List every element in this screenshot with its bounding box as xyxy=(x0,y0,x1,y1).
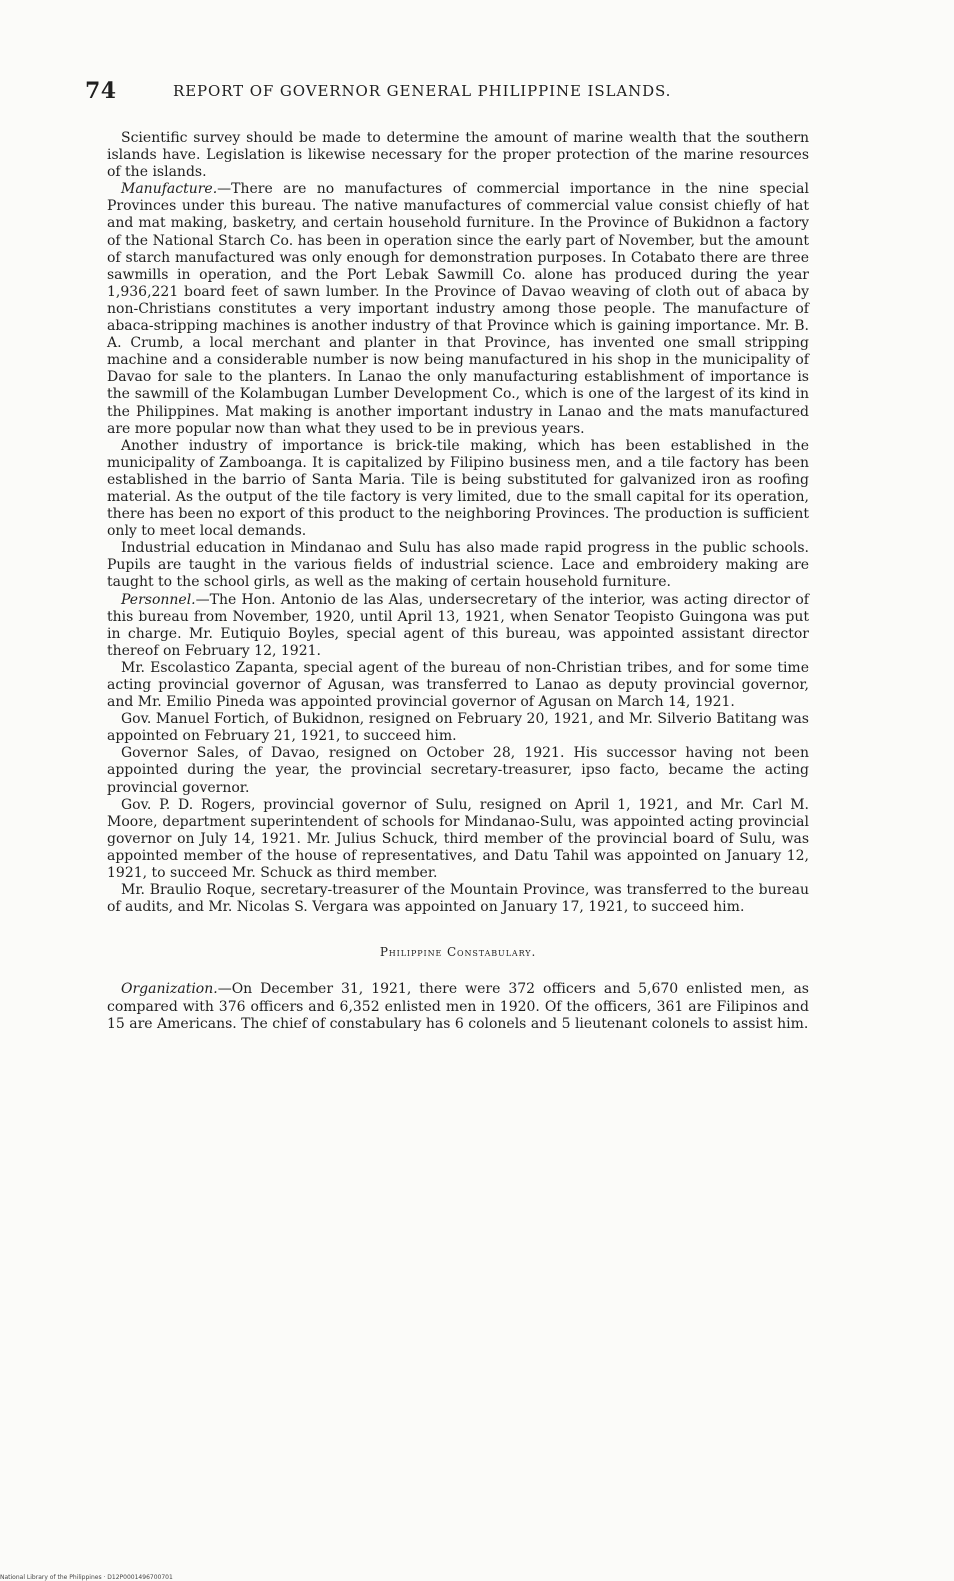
section-heading: Philippine Constabulary. xyxy=(379,945,537,960)
paragraph xyxy=(107,540,809,591)
paragraph-text: Gov. Manuel Fortich, of Bukidnon, resigned on February 20, 1921, and Mr. Silverio Batitang was appointed on February 21, 1921, to succeed him. xyxy=(107,711,809,745)
paragraph-text: Industrial education in Mindanao and Sulu has also made rapid progress in the public schools. Pupils are taught in the various fields of industrial science. Lace and embroidery making are taught to the school girls, as well as the making of certain household furniture. xyxy=(107,540,809,591)
paragraph-text: —On December 31, 1921, there were 372 officers and 5,670 enlisted men, as compared with 376 officers and 6,352 enlisted men in 1920. Of the officers, 361 are Filipinos and 15 are Americans. The chief of constabulary has 6 colonels and 5 lieutenant colonels to assist him. xyxy=(107,981,809,1032)
paragraph-text: Mr. Braulio Roque, secretary-treasurer of the Mountain Province, was transferred to the bureau of audits, and Mr. Nicolas S. Vergara was appointed on January 17, 1921, to succeed him. xyxy=(107,882,809,916)
page-number: 74 xyxy=(85,78,117,104)
paragraph-text: Scientific survey should be made to determine the amount of marine wealth that the southern islands have. Legislation is likewise necessary for the proper protection of the marine resources of the islands. xyxy=(107,130,809,181)
body-text xyxy=(107,130,809,1033)
paragraph-text: Governor Sales, of Davao, resigned on October 28, 1921. His successor having not been appointed during the year, the provincial secretary-treasurer, ipso facto, became the acting provincial governor. xyxy=(107,745,809,796)
paragraph-text: —The Hon. Antonio de las Alas, undersecretary of the interior, was acting director of this bureau from November, 1920, until April 13, 1921, when Senator Teopisto Guingona was put in charge. Mr. Eutiquio Boyles, special agent of this bureau, was appointed assistant director thereof on February 12, 1921. xyxy=(107,591,809,659)
paragraph-lead: Personnel. xyxy=(121,591,196,608)
paragraph-manufacture xyxy=(107,181,809,437)
scan-footer: National Library of the Philippines · D12P0001496700701 xyxy=(0,1574,173,1581)
page-header xyxy=(85,78,845,106)
paragraph xyxy=(107,797,809,882)
paragraph-text: Another industry of importance is brick-tile making, which has been established in the municipality of Zamboanga. It is capitalized by Filipino business men, and a tile factory has been established in the barrio of Santa Maria. Tile is being substituted for galvanized iron as roofing material. As the output of the tile factory is very limited, due to the small capital for its operation, there has been no export of this product to the neighboring Provinces. The production is sufficient only to meet local demands. xyxy=(107,437,809,540)
paragraph-text: —There are no manufactures of commercial importance in the nine special Provinces under this bureau. The native manufactures of commercial value consist chiefly of hat and mat making, basketry, and certain household furniture. In the Province of Bukidnon a factory of the National Starch Co. has been in operation since the early part of November, but the amount of starch manufactured was only enough for demonstration purposes. In Cotabato there are three sawmills in operation, and the Port Lebak Sawmill Co. alone has produced during the year 1,936,221 board feet of sawn lumber. In the Province of Davao weaving of cloth out of abaca by non-Christians constitutes a very important industry among those people. The manufacture of abaca-stripping machines is another industry of that Province which is gaining importance. Mr. B. A. Crumb, a local merchant and planter in that Province, has invented one small stripping machine and a considerable number is now being manufactured in his shop in the municipality of Davao for sale to the planters. In Lanao the only manufacturing establishment of importance is the sawmill of the Kolambugan Lumber Development Co., which is one of the largest of its kind in the Philippines. Mat making is another important industry in Lanao and the mats manufactured are more popular now than what they used to be in previous years. xyxy=(107,181,809,437)
paragraph xyxy=(107,711,809,745)
paragraph xyxy=(107,130,809,181)
paragraph xyxy=(107,438,809,541)
paragraph xyxy=(107,882,809,916)
paragraph-lead: Manufacture. xyxy=(121,181,218,198)
paragraph-personnel xyxy=(107,592,809,660)
paragraph xyxy=(107,660,809,711)
paragraph xyxy=(107,745,809,796)
paragraph-organization xyxy=(107,981,809,1032)
paragraph-text: Gov. P. D. Rogers, provincial governor of Sulu, resigned on April 1, 1921, and Mr. Carl M. Moore, department superintendent of schools for Mindanao-Sulu, was appointed acting provincial governor on July 14, 1921. Mr. Julius Schuck, third member of the provincial board of Sulu, was appointed member of the house of representatives, and Datu Tahil was appointed on January 12, 1921, to succeed Mr. Schuck as third member. xyxy=(107,796,809,882)
paragraph-text: Mr. Escolastico Zapanta, special agent of the bureau of non-Christian tribes, and for some time acting provincial governor of Agusan, was transferred to Lanao as deputy provincial governor, and Mr. Emilio Pineda was appointed provincial governor of Agusan on March 14, 1921. xyxy=(107,659,809,711)
running-title: REPORT OF GOVERNOR GENERAL PHILIPPINE ISLANDS. xyxy=(173,82,672,100)
paragraph-lead: Organization. xyxy=(121,981,218,998)
